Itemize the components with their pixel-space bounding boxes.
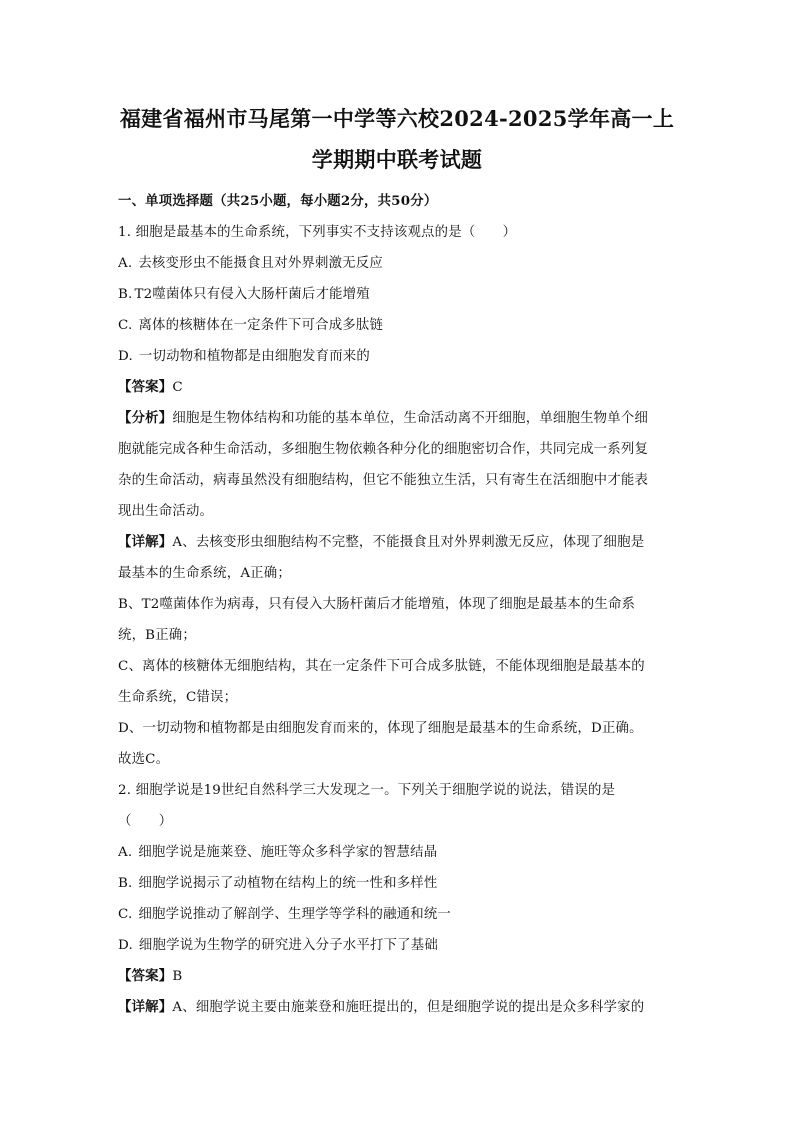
q1-analysis-line-4: 现出生命活动。 bbox=[118, 504, 214, 519]
analysis-tag: 【分析】 bbox=[118, 410, 173, 426]
q1-analysis-line-3: 杂的生命活动，病毒虽然没有细胞结构，但它不能独立生活，只有寄生在活细胞中才能表 bbox=[118, 473, 649, 488]
option-label: B. bbox=[118, 287, 133, 302]
q1-option-d bbox=[118, 341, 676, 372]
doc-body bbox=[118, 186, 676, 1023]
q2-option-b bbox=[118, 868, 676, 899]
option-text: T2噬菌体只有侵入大肠杆菌后才能增殖 bbox=[134, 287, 370, 302]
detail-tag: 【详解】 bbox=[118, 534, 173, 550]
answer-tag: 【答案】 bbox=[118, 379, 173, 395]
doc-title-line-1: 福建省福州市马尾第一中学等六校2024-2025学年高一上 bbox=[119, 106, 675, 131]
q2-stem-line-2: （ ） bbox=[118, 814, 173, 829]
q1-analysis-line-2: 胞就能完成各种生命活动，多细胞生物依赖各种分化的细胞密切合作，共同完成一系列复 bbox=[118, 442, 649, 457]
detail-text: A、细胞学说主要由施莱登和施旺提出的，但是细胞学说的提出是众多科学家的 bbox=[172, 1000, 645, 1015]
option-label: C. bbox=[118, 907, 133, 922]
q1-stem: 1. 细胞是最基本的生命系统，下列事实不支持该观点的是（ ） bbox=[118, 225, 517, 240]
option-text: 细胞学说推动了解剖学、生理学等学科的融通和统一 bbox=[138, 907, 452, 922]
option-text: 细胞学说为生物学的研究进入分子水平打下了基础 bbox=[138, 938, 438, 953]
detail-text: A、去核变形虫细胞结构不完整，不能摄食且对外界刺激无反应，体现了细胞是 bbox=[172, 535, 645, 550]
q1-answer bbox=[118, 372, 676, 403]
q1-detail-line-2: 最基本的生命系统，A正确； bbox=[118, 566, 291, 581]
q1-detail-line-6: 生命系统，C错误； bbox=[118, 690, 238, 705]
q1-detail-line-5: C、离体的核糖体无细胞结构，其在一定条件下可合成多肽链，不能体现细胞是最基本的 bbox=[118, 659, 645, 674]
option-label: C. bbox=[118, 318, 133, 333]
q1-option-c bbox=[118, 310, 676, 341]
option-label: D. bbox=[118, 938, 133, 953]
analysis-text: 细胞是生物体结构和功能的基本单位，生命活动离不开细胞，单细胞生物单个细 bbox=[172, 411, 649, 426]
option-text: 细胞学说揭示了动植物在结构上的统一性和多样性 bbox=[138, 876, 438, 891]
option-text: 离体的核糖体在一定条件下可合成多肽链 bbox=[138, 318, 384, 333]
q2-option-c bbox=[118, 899, 676, 930]
q1-detail-line-4: 统，B正确； bbox=[118, 628, 196, 643]
q1-detail-line-1 bbox=[118, 527, 676, 558]
q1-analysis-line-1 bbox=[118, 403, 676, 434]
q2-stem-line-1: 2. 细胞学说是19世纪自然科学三大发现之一。下列关于细胞学说的说法，错误的是 bbox=[118, 783, 616, 798]
q1-option-b bbox=[118, 279, 676, 310]
q1-detail-line-7: D、一切动物和植物都是由细胞发育而来的，体现了细胞是最基本的生命系统，D正确。 bbox=[118, 721, 643, 736]
detail-tag: 【详解】 bbox=[118, 999, 173, 1015]
section-heading: 一、单项选择题（共25小题，每小题2分，共50分） bbox=[118, 193, 438, 209]
option-label: A. bbox=[118, 845, 133, 860]
q2-option-a bbox=[118, 837, 676, 868]
option-label: D. bbox=[118, 349, 133, 364]
q1-option-a bbox=[118, 248, 676, 279]
answer-tag: 【答案】 bbox=[118, 968, 173, 984]
q1-detail-line-8: 故选C。 bbox=[118, 752, 170, 767]
q1-detail-line-3: B、T2噬菌体作为病毒，只有侵入大肠杆菌后才能增殖，体现了细胞是最基本的生命系 bbox=[118, 597, 636, 612]
answer-value: B bbox=[172, 969, 183, 984]
option-label: A. bbox=[118, 256, 133, 271]
option-text: 去核变形虫不能摄食且对外界刺激无反应 bbox=[138, 256, 383, 271]
option-text: 细胞学说是施莱登、施旺等众多科学家的智慧结晶 bbox=[138, 845, 438, 860]
option-text: 一切动物和植物都是由细胞发育而来的 bbox=[138, 349, 370, 364]
q2-answer bbox=[118, 961, 676, 992]
option-label: B. bbox=[118, 876, 133, 891]
doc-title-line-2: 学期期中联考试题 bbox=[311, 147, 483, 172]
answer-value: C bbox=[172, 380, 183, 395]
q2-option-d bbox=[118, 930, 676, 961]
q2-detail-line-1 bbox=[118, 992, 676, 1023]
